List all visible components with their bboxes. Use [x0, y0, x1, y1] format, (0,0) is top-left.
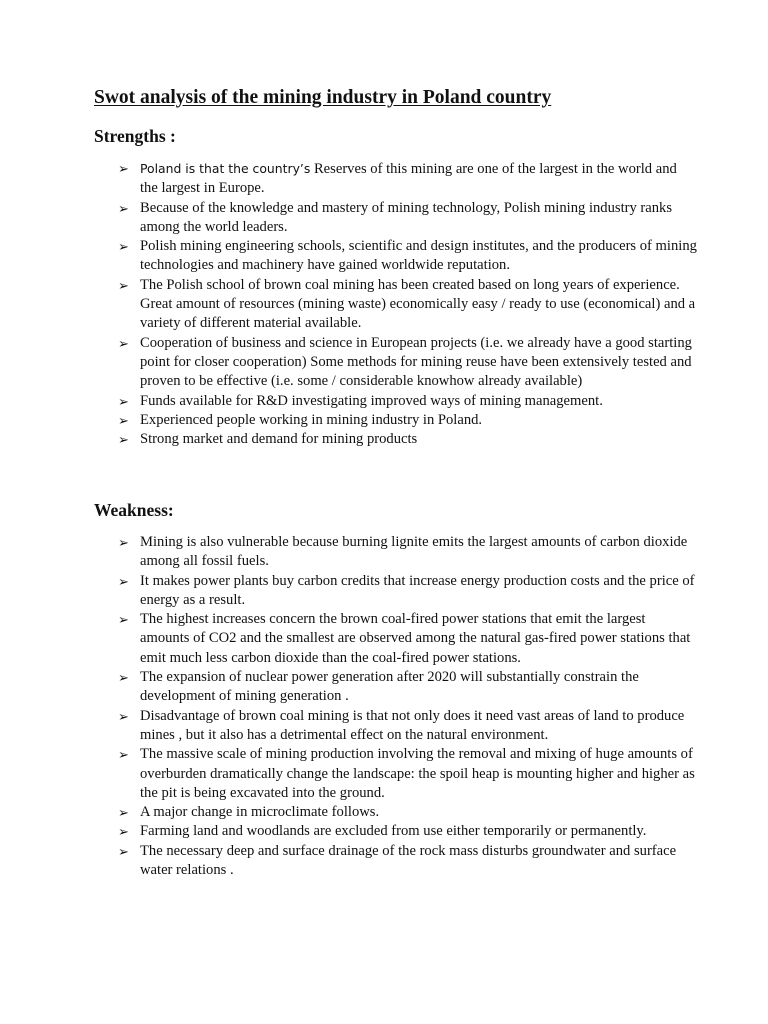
list-item-text: Strong market and demand for mining products	[140, 431, 418, 448]
arrow-bullet-icon: ➢	[118, 433, 129, 449]
arrow-bullet-icon: ➢	[118, 574, 129, 590]
list-item-text: Farming land and woodlands are excluded from use either temporarily or permanently.	[140, 823, 647, 840]
list-item-text: Cooperation of business and science in European projects (i.e. we already have a good starting point for closer cooperation) Some methods for mining reuse have been extensively tested and proven to be effective (i.e. some / considerable knowhow already available)	[140, 334, 692, 390]
arrow-bullet-icon: ➢	[118, 613, 129, 629]
list-item-text: A major change in microclimate follows.	[140, 804, 380, 821]
list-item	[118, 610, 698, 668]
list-item	[118, 745, 698, 803]
list-item	[118, 411, 698, 430]
arrow-bullet-icon: ➢	[118, 162, 129, 177]
list-item	[118, 334, 698, 392]
list-item	[118, 430, 698, 449]
list-item-text: Polish mining engineering schools, scientific and design institutes, and the producers of mining technologies and machinery have gained worldwide reputation.	[140, 238, 697, 274]
list-item	[118, 392, 698, 411]
list-item	[118, 533, 698, 572]
list-item-text: The Polish school of brown coal mining has been created based on long years of experience. Great amount of resources (mining waste) economically easy / ready to use (economical) and a variety of different material available.	[140, 276, 696, 332]
arrow-bullet-icon: ➢	[118, 825, 129, 841]
weakness-heading: Weakness:	[94, 500, 174, 520]
arrow-bullet-icon: ➢	[118, 240, 129, 256]
list-item-text: Because of the knowledge and mastery of mining technology, Polish mining industry ranks among the world leaders.	[140, 199, 673, 235]
arrow-bullet-icon: ➢	[118, 336, 129, 352]
arrow-bullet-icon: ➢	[118, 278, 129, 294]
arrow-bullet-icon: ➢	[118, 201, 129, 217]
list-item-text: Reserves of this mining are one of the largest in the world and the largest in Europe.	[140, 161, 677, 197]
arrow-bullet-icon: ➢	[118, 748, 129, 764]
list-item-text: Disadvantage of brown coal mining is that not only does it need vast areas of land to produce mines , but it also has a detrimental effect on the natural environment.	[140, 707, 685, 743]
weakness-list	[118, 533, 698, 880]
arrow-bullet-icon: ➢	[118, 844, 129, 860]
arrow-bullet-icon: ➢	[118, 394, 129, 410]
list-item-text: Funds available for R&D investigating improved ways of mining management.	[140, 392, 603, 409]
arrow-bullet-icon: ➢	[118, 671, 129, 687]
arrow-bullet-icon: ➢	[118, 413, 129, 429]
list-item-text: Experienced people working in mining industry in Poland.	[140, 411, 483, 428]
list-item-text: The necessary deep and surface drainage of the rock mass disturbs groundwater and surface water relations .	[140, 842, 677, 879]
list-item	[118, 842, 698, 881]
list-item-text: Mining is also vulnerable because burning lignite emits the largest amounts of carbon dioxide among all fossil fuels.	[140, 534, 688, 570]
list-item-lead: Poland is that the country’s	[140, 161, 311, 176]
list-item-text: It makes power plants buy carbon credits that increase energy production costs and the price of energy as a result.	[140, 572, 695, 608]
list-item-text: The expansion of nuclear power generation after 2020 will substantially constrain the development of mining generation .	[140, 669, 639, 705]
list-item	[118, 572, 698, 611]
list-item	[118, 707, 698, 746]
list-item	[118, 822, 698, 841]
list-item	[118, 276, 698, 334]
list-item	[118, 159, 698, 199]
document-title: Swot analysis of the mining industry in Poland country	[94, 87, 552, 108]
list-item	[118, 199, 698, 238]
arrow-bullet-icon: ➢	[118, 806, 129, 822]
arrow-bullet-icon: ➢	[118, 536, 129, 551]
list-item-text: The highest increases concern the brown coal-fired power stations that emit the largest amounts of CO2 and the smallest are observed among the natural gas-fired power stations that emit much less carbon dioxide than the coal-fired power stations.	[140, 611, 691, 666]
arrow-bullet-icon: ➢	[118, 709, 129, 725]
list-item	[118, 668, 698, 707]
list-item	[118, 803, 698, 822]
list-item	[118, 237, 698, 276]
strengths-list	[118, 159, 698, 449]
list-item-text: The massive scale of mining production involving the removal and mixing of huge amounts of overburden dramatically change the landscape: the spoil heap is mounting higher and higher as the pit is being excavated into the ground.	[140, 746, 695, 801]
strengths-heading: Strengths :	[94, 126, 176, 146]
